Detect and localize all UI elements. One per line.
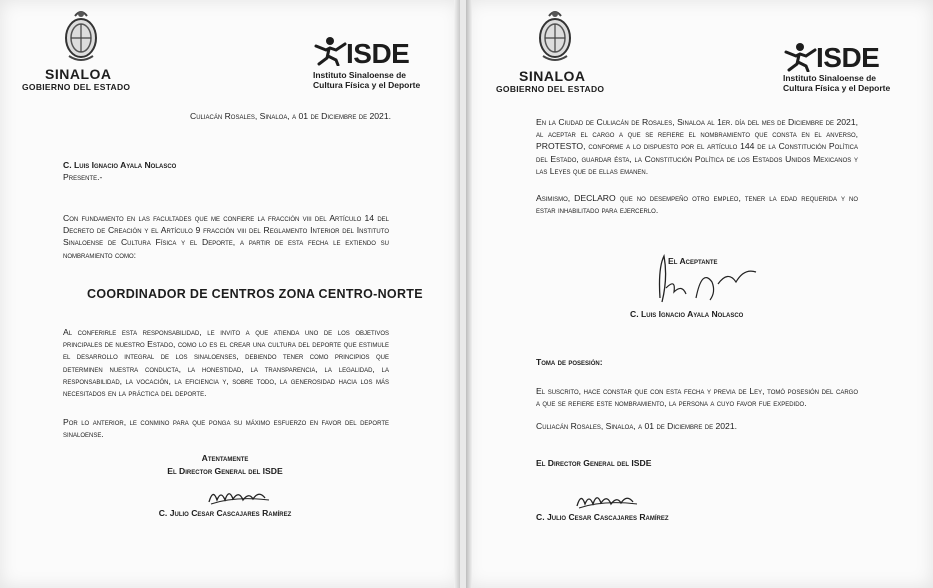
closing-salutation: Atentamente: [201, 453, 249, 463]
document-page-back: [466, 0, 933, 588]
state-name: SINALOA: [519, 68, 586, 84]
possession-paragraph: El suscrito, hace constar que con esta fecha y previa de Ley, tomó posesión del cargo a que se refiere este nombramiento, la persona a cuyo favor fue expedido.: [536, 386, 858, 409]
isde-subtitle-1: Instituto Sinaloense de: [783, 73, 877, 83]
isde-runner-icon: [312, 36, 348, 66]
government-label: GOBIERNO DEL ESTADO: [496, 84, 605, 94]
state-name: SINALOA: [45, 66, 112, 82]
isde-logo-text: ISDE: [346, 38, 410, 69]
presente-label: Presente.-: [63, 172, 103, 182]
page-edge: [454, 0, 460, 588]
toma-label: Toma de posesión:: [536, 357, 603, 367]
acceptor-signature-icon: [652, 248, 762, 313]
responsibility-paragraph: Al conferirle esta responsabilidad, le invito a que atienda uno de los objetivos principales de nuestro Estado, como lo es el crear una cultura del deporte que estimule el desarrollo integral de los sinaloenses, debiendo tener como principios que determinen nuestra conducta, la honestidad, la transparencia, la legalidad, la responsabilidad, la vocación, la eficiencia y, sobre todo, la generosidad hacia los más necesitados en la práctica del deporte.: [63, 327, 389, 399]
acceptor-name: C. Luis Ignacio Ayala Nolasco: [630, 309, 744, 319]
document-page-front: [0, 0, 460, 588]
isde-subtitle-2: Cultura Física y el Deporte: [783, 83, 891, 93]
sinaloa-seal-icon: [61, 6, 101, 66]
recipient-name: C. Luis Ignacio Ayala Nolasco: [63, 160, 177, 170]
sinaloa-seal-icon: [535, 6, 575, 66]
date-line: Culiacán Rosales, Sinaloa, a 01 de Diciembre de 2021.: [536, 421, 737, 431]
isde-runner-icon: [782, 42, 818, 72]
protest-paragraph: En la Ciudad de Culiacán de Rosales, Sinaloa al 1er. día del mes de Diciembre de 2021, al aceptar el cargo a que se refiere el nombramiento que consta en el anverso, PROTESTO, conforme a lo dispuesto por el artículo 144 de la Constitución Política del Estado, guardar ésta, la Constitución Política de los Estados Unidos Mexicanos y las Leyes que de ellas emanen.: [536, 117, 858, 176]
isde-logo-text: ISDE: [816, 42, 880, 73]
signer-name: C. Julio Cesar Cascajares Ramírez: [158, 508, 292, 518]
director-name: C. Julio Cesar Cascajares Ramírez: [536, 512, 669, 522]
signer-title: El Director General del ISDE: [167, 466, 283, 476]
appointment-paragraph: Con fundamento en las facultades que me confiere la fracción viii del Artículo 14 del Decreto de Creación y el Artículo 9 fracción viii del Reglamento Interior del Instituto Sinaloense de Cultura Física y el Deporte, a partir de esta fecha le extiendo su nombramiento como:: [63, 213, 389, 260]
date-line: Culiacán Rosales, Sinaloa, a 01 de Diciembre de 2021.: [190, 111, 391, 121]
acceptor-label: El Aceptante: [668, 256, 718, 266]
government-label: GOBIERNO DEL ESTADO: [22, 82, 131, 92]
declaration-paragraph: Asimismo, DECLARO que no desempeño otro empleo, tener la edad requerida y no estar inhabilitado para ejercerlo.: [536, 193, 858, 216]
closing-paragraph: Por lo anterior, le conmino para que ponga su máximo esfuerzo en favor del deporte sinaloense.: [63, 417, 389, 440]
isde-subtitle-1: Instituto Sinaloense de: [313, 70, 407, 80]
isde-subtitle-2: Cultura Física y el Deporte: [313, 80, 421, 90]
position-title: COORDINADOR DE CENTROS ZONA CENTRO-NORTE: [87, 287, 423, 301]
page-edge: [466, 0, 472, 588]
director-title: El Director General del ISDE: [536, 458, 652, 468]
